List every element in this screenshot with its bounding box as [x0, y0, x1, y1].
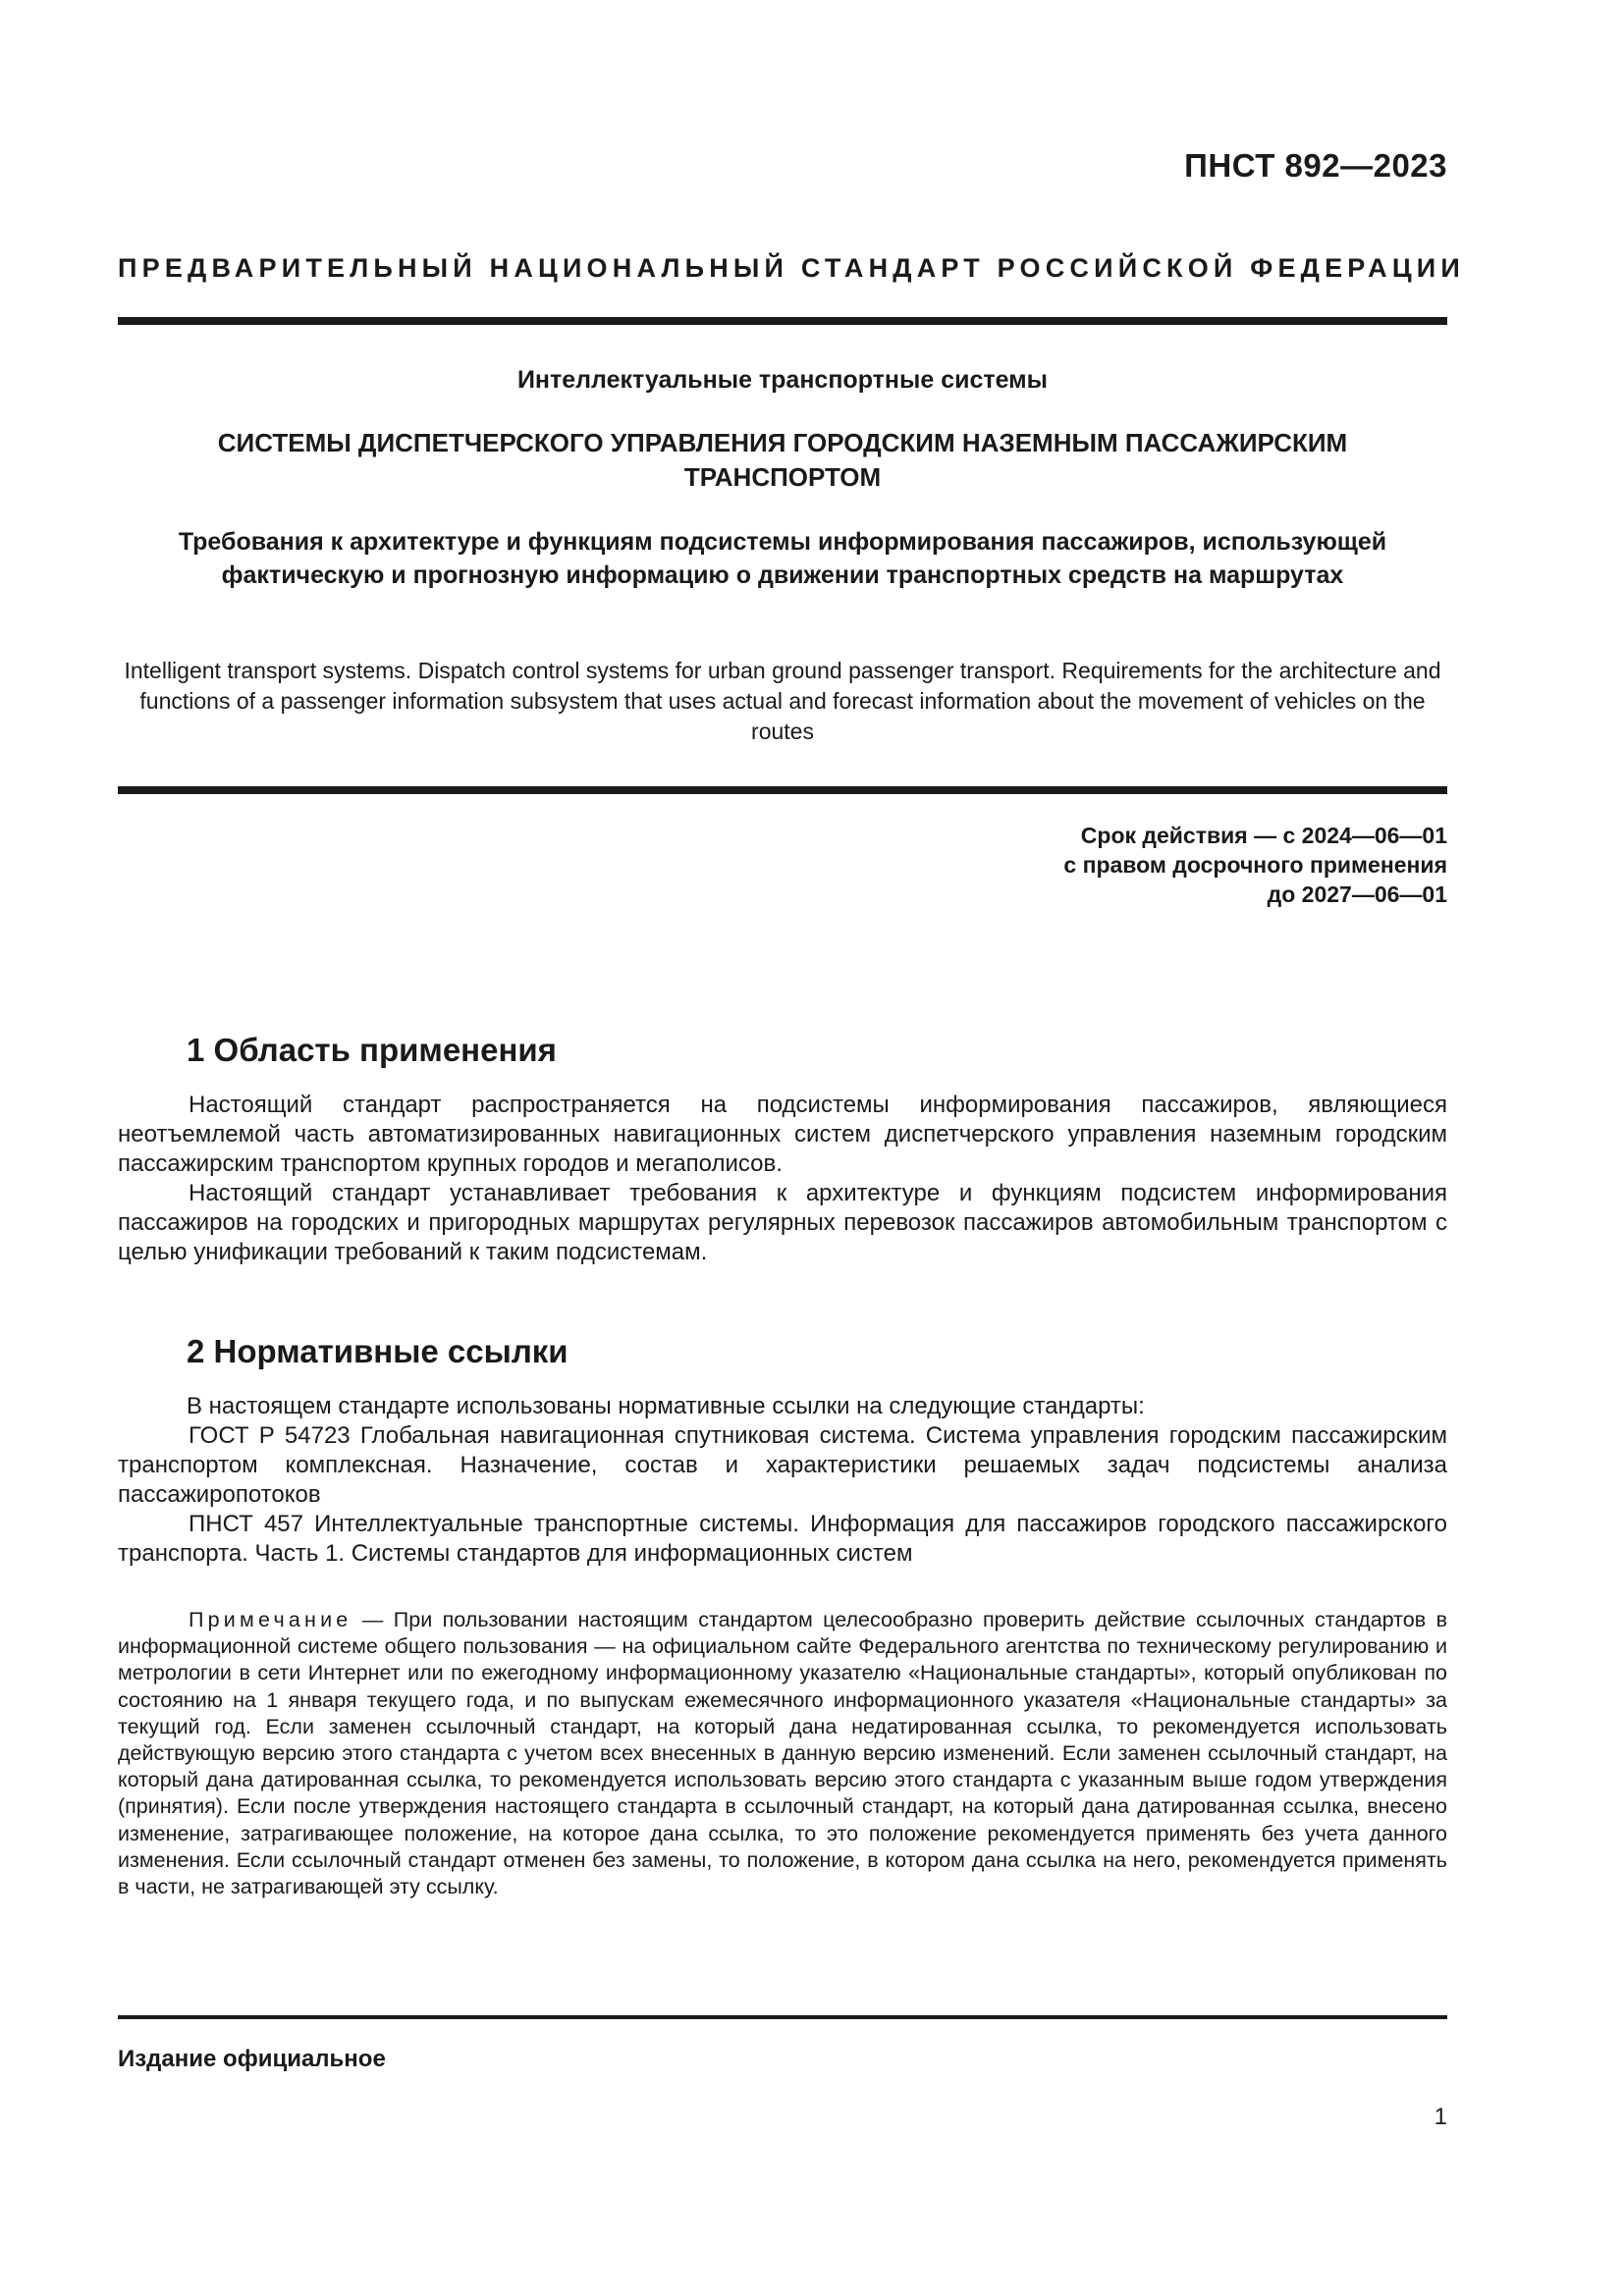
- section-heading-references: 2 Нормативные ссылки: [187, 1333, 568, 1369]
- scope-paragraph-2: Настоящий стандарт устанавливает требования к архитектуре и функциям подсистем информирования пассажиров на городских и пригородных маршрутах регулярных перевозок пассажиров автомобильным транспортом с целью унификации требований к таким подсистемам.: [118, 1180, 1447, 1265]
- scope-paragraph-1: Настоящий стандарт распространяется на подсистемы информирования пассажиров, являющиеся неотъемлемой часть автоматизированных навигационных систем диспетчерского управления наземным городским пассажирским транспортом крупных городов и мегаполисов.: [118, 1092, 1447, 1177]
- section-heading-scope: 1 Область применения: [187, 1032, 557, 1068]
- validity-line-3: до 2027—06—01: [1267, 881, 1447, 907]
- standard-sub-title: Требования к архитектуре и функциям подсистемы информирования пассажиров, использующей фактическую и прогнозную информацию о движении транспортных средств на маршрутах: [178, 528, 1387, 589]
- english-title: Intelligent transport systems. Dispatch control systems for urban ground passenger transport. Requirements for the architecture and functions of a passenger information subsystem that uses actual and forecast information about the movement of vehicles on the routes: [124, 658, 1441, 744]
- page-number: 1: [1434, 2104, 1447, 2130]
- validity-line-2: с правом досрочного применения: [1063, 852, 1447, 878]
- top-divider: [118, 317, 1447, 325]
- reference-gost-54723: ГОСТ Р 54723 Глобальная навигационная спутниковая система. Система управления городским пассажирским транспортом комплексная. Назначение, состав и характеристики решаемых задач подсистемы анализа пассажиропотоков: [118, 1422, 1447, 1508]
- document-page: [118, 0, 1465, 2296]
- validity-period: [1063, 821, 1447, 909]
- document-number: ПНСТ 892—2023: [1184, 147, 1447, 184]
- note-label: Примечание: [189, 1608, 352, 1631]
- references-intro: В настоящем стандарте использованы нормативные ссылки на следующие стандарты:: [187, 1393, 1145, 1419]
- footer-divider: [118, 2015, 1447, 2019]
- title-divider: [118, 786, 1447, 794]
- official-edition-label: Издание официальное: [118, 2046, 386, 2072]
- standard-subject: Интеллектуальные транспортные системы: [516, 366, 1049, 394]
- note-text: — При пользовании настоящим стандартом целесообразно проверить действие ссылочных стандартов в информационной системе общего пользования — на официальном сайте Федерального агентства по техническому регулированию и метрологии в сети Интернет или по ежегодному информационному указателю «Национальные стандарты», который опубликован по состоянию на 1 января текущего года, и по выпускам ежемесячного информационного указателя «Национальные стандарты» за текущий год. Если заменен ссылочный стандарт, на который дана недатированная ссылка, то рекомендуется использовать действующую версию этого стандарта с учетом всех внесенных в данную версию изменений. Если заменен ссылочный стандарт, на который дана датированная ссылка, то рекомендуется использовать версию этого стандарта с указанным выше годом утверждения (принятия). Если после утверждения настоящего стандарта в ссылочный стандарт, на который дана датированная ссылка, внесено изменение, затрагивающее положение, на которое дана ссылка, то это положение рекомендуется применять без учета данного изменения. Если ссылочный стандарт отменен без замены, то положение, в котором дана ссылка на него, рекомендуется применять в части, не затрагивающей эту ссылку.: [118, 1608, 1447, 1899]
- validity-line-1: Срок действия — с 2024—06—01: [1080, 823, 1447, 848]
- preliminary-standard-title: ПРЕДВАРИТЕЛЬНЫЙ НАЦИОНАЛЬНЫЙ СТАНДАРТ РОССИЙСКОЙ ФЕДЕРАЦИИ: [118, 253, 1465, 283]
- standard-main-title: СИСТЕМЫ ДИСПЕТЧЕРСКОГО УПРАВЛЕНИЯ ГОРОДСКИМ НАЗЕМНЫМ ПАССАЖИРСКИМ ТРАНСПОРТОМ: [217, 428, 1348, 492]
- references-note: [118, 1607, 1447, 1900]
- reference-pnst-457: ПНСТ 457 Интеллектуальные транспортные системы. Информация для пассажиров городского пассажирского транспорта. Часть 1. Системы стандартов для информационных систем: [118, 1511, 1447, 1567]
